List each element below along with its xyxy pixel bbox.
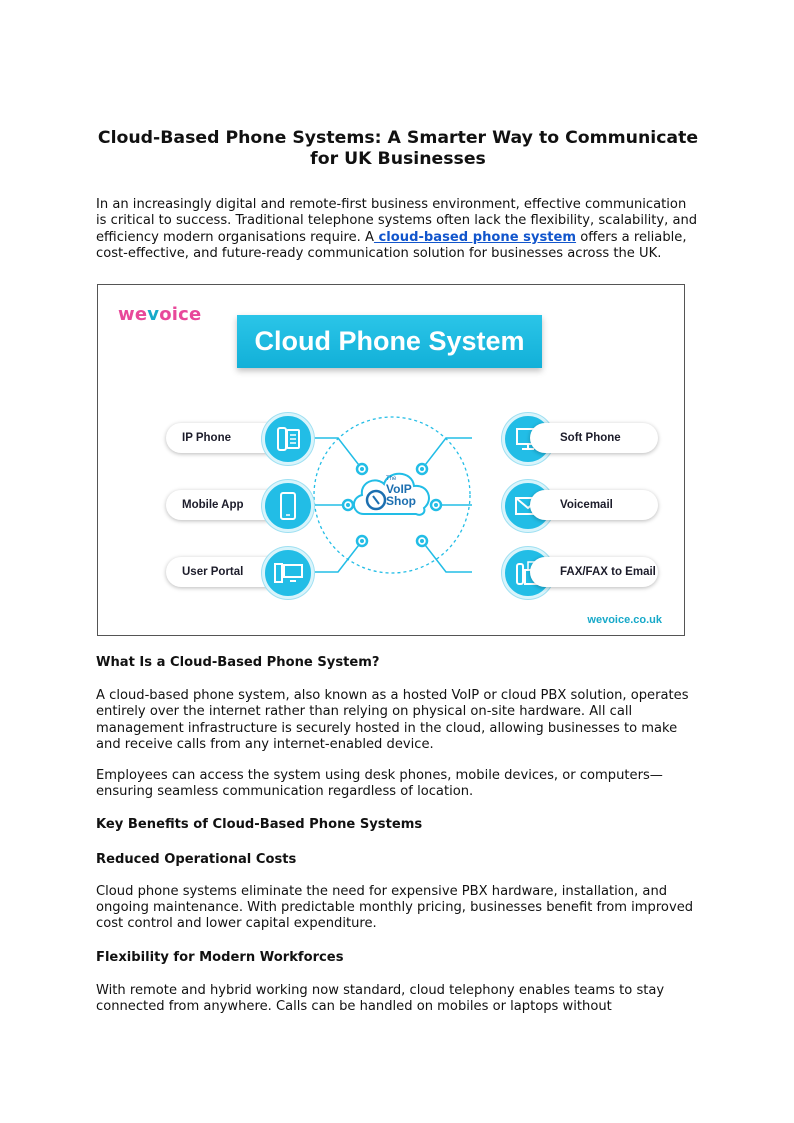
computer-icon (262, 547, 314, 599)
feature-ip-phone: IP Phone (166, 423, 294, 453)
feature-mobile-app: Mobile App (166, 490, 294, 520)
section-heading-benefits: Key Benefits of Cloud-Based Phone Systems (96, 816, 423, 832)
intro-text-start: In an increasingly digital and remote-first business environment, effective communication is critical to success. Traditional telephone systems often lack the flexibility, scalability, and efficiency modern organisations require. A (96, 197, 698, 245)
subheading-reduced-costs: Reduced Operational Costs (96, 851, 297, 867)
cloud-phone-system-infographic (97, 284, 685, 636)
feature-voicemail: Voicemail (530, 490, 658, 520)
feature-soft-phone: Soft Phone (530, 423, 658, 453)
intro-paragraph (96, 197, 700, 262)
infographic-title-banner: Cloud Phone System (237, 315, 542, 368)
wevoice-logo: wevoice (118, 304, 202, 325)
reduced-costs-paragraph: Cloud phone systems eliminate the need for expensive PBX hardware, installation, and ongoing maintenance. With predictable monthly pricing, businesses benefit from improved cost control and lower capital expenditure. (96, 883, 694, 932)
section-heading-what-is: What Is a Cloud-Based Phone System? (96, 655, 380, 670)
cloud-based-phone-system-link[interactable]: cloud-based phone system (373, 229, 577, 245)
subheading-flexibility: Flexibility for Modern Workforces (96, 949, 344, 965)
what-is-paragraph-2: Employees can access the system using desk phones, mobile devices, or computers—ensuring seamless communication regardless of location. (96, 768, 663, 800)
body-sections (96, 655, 700, 1015)
mobile-phone-icon (262, 480, 314, 532)
document-page (96, 128, 700, 262)
voip-shop-cloud-logo: The VoIP Shop (346, 458, 438, 530)
feature-user-portal: User Portal (166, 557, 294, 587)
page-title: Cloud-Based Phone Systems: A Smarter Way to Communicate for UK Businesses (97, 128, 699, 169)
what-is-paragraph-1: A cloud-based phone system, also known as a hosted VoIP or cloud PBX solution, operates entirely over the internet rather than relying on physical on-site hardware. All call management infrastructure is securely hosted in the cloud, allowing businesses to make and receive calls from any internet-enabled device. (96, 688, 689, 752)
desk-phone-icon (262, 413, 314, 465)
feature-fax-to-email: FAX/FAX to Email (530, 557, 658, 587)
flexibility-paragraph: With remote and hybrid working now standard, cloud telephony enables teams to stay connected from anywhere. Calls can be handled on mobiles or laptops without (96, 982, 665, 1014)
intro-text-end: offers a reliable, cost-effective, and future-ready communication solution for businesses across the UK. (96, 229, 687, 261)
figure-website: wevoice.co.uk (587, 614, 662, 626)
